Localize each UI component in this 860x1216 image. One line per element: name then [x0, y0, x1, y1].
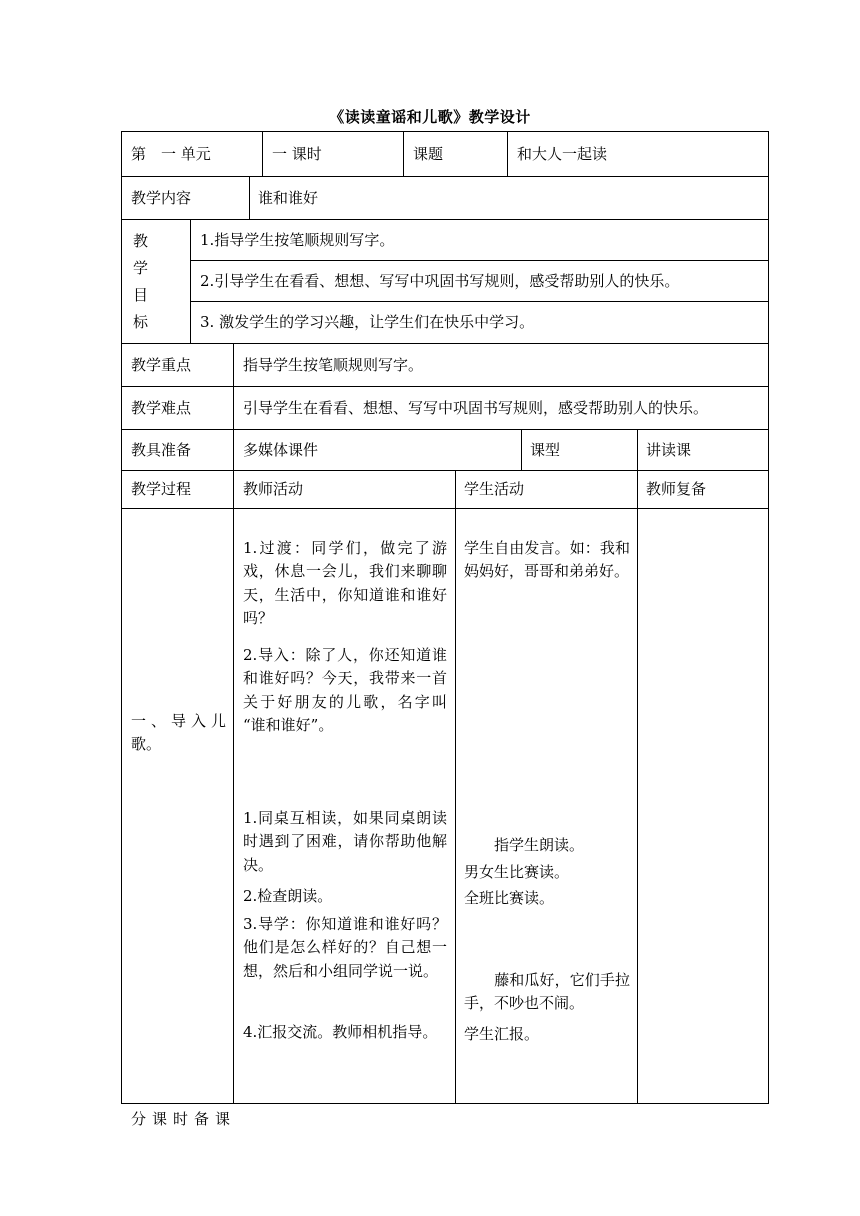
column-divider — [233, 343, 234, 1104]
student-activity-text: 指学生朗读。 — [464, 836, 585, 854]
student-activity-text: 全班比赛读。 — [464, 889, 555, 907]
topic-label: 课题 — [413, 145, 444, 163]
teacher-activity-text: 1.同桌互相读，如果同桌朗读时遇到了困难，请你帮助他解决。 — [243, 809, 447, 874]
key-point-value: 指导学生按笔顺规则写字。 — [243, 356, 424, 374]
teacher-activity-text: 2.检查朗读。 — [243, 887, 333, 905]
process-label: 教学过程 — [131, 480, 192, 498]
unit-cell: 第 一 单元 — [131, 145, 211, 163]
teacher-activity-text: 1.过渡：同学们，做完了游戏，休息一会儿，我们来聊聊天，生活中，你知道谁和谁好 吗？ — [243, 539, 463, 627]
student-activity-text: 藤和瓜好，它们手拉手，不吵也不闹。 — [464, 971, 630, 1013]
teacher-activity-text: 4.汇报交流。教师相机指导。 — [243, 1023, 438, 1041]
difficulty-value: 引导学生在看看、想想、写写中巩固书写规则，感受帮助别人的快乐。 — [243, 399, 709, 417]
column-divider — [637, 429, 638, 1104]
difficulty-label: 教学难点 — [131, 399, 192, 417]
column-divider — [262, 131, 263, 176]
objectives-label-char: 目 — [133, 286, 149, 304]
lesson-type-label: 课型 — [530, 441, 561, 459]
column-divider — [249, 176, 250, 219]
teacher-activity-header: 教师活动 — [243, 480, 304, 498]
row-divider — [190, 260, 769, 261]
row-divider — [121, 176, 769, 177]
row-divider — [121, 429, 769, 430]
column-divider — [190, 219, 191, 343]
column-divider — [403, 131, 404, 176]
document-title: 《读读童谣和儿歌》教学设计 — [329, 108, 531, 126]
objectives-label-char: 教 — [133, 232, 149, 250]
column-divider — [521, 429, 522, 470]
column-divider — [455, 470, 456, 1104]
content-value: 谁和谁好 — [258, 189, 319, 207]
student-activity-text: 学生自由发言。如：我和妈妈好，哥哥和弟弟好。 — [464, 539, 630, 581]
materials-value: 多媒体课件 — [243, 441, 319, 459]
column-divider — [507, 131, 508, 176]
key-point-label: 教学重点 — [131, 356, 192, 374]
objective-item: 3. 激发学生的学习兴趣，让学生们在快乐中学习。 — [200, 313, 535, 331]
teacher-review-header: 教师复备 — [646, 480, 707, 498]
objectives-label-char: 标 — [133, 313, 149, 331]
student-activity-text: 男女生比赛读。 — [464, 863, 570, 881]
student-activity-header: 学生活动 — [464, 480, 525, 498]
content-label: 教学内容 — [131, 189, 192, 207]
student-activity-text: 学生汇报。 — [464, 1025, 540, 1043]
row-divider — [121, 386, 769, 387]
teacher-activity-text: 2.导入：除了人，你还知道谁和谁好吗？今天，我带来一首关于好朋友的儿歌，名字叫 “谁和谁好”。 — [243, 646, 447, 734]
row-divider — [121, 470, 769, 471]
stage-label: 一、导入儿歌。 — [131, 712, 226, 754]
row-divider — [121, 219, 769, 220]
row-divider — [190, 301, 769, 302]
lesson-type-value: 讲读课 — [646, 441, 692, 459]
objectives-label-char: 学 — [133, 259, 149, 277]
period-cell: 一 课时 — [272, 145, 322, 163]
materials-label: 教具准备 — [131, 441, 192, 459]
teacher-activity-text: 3.导学：你知道谁和谁好吗？他们是怎么样好的？自己想一想，然后和小组同学说一说。 — [243, 915, 447, 980]
objective-item: 1.指导学生按笔顺规则写字。 — [200, 231, 395, 249]
row-divider — [121, 343, 769, 344]
topic-value: 和大人一起读 — [517, 145, 608, 163]
footer-note: 分课时备课 — [131, 1110, 237, 1128]
objective-item: 2.引导学生在看看、想想、写写中巩固书写规则，感受帮助别人的快乐。 — [200, 272, 680, 290]
row-divider — [121, 508, 769, 509]
